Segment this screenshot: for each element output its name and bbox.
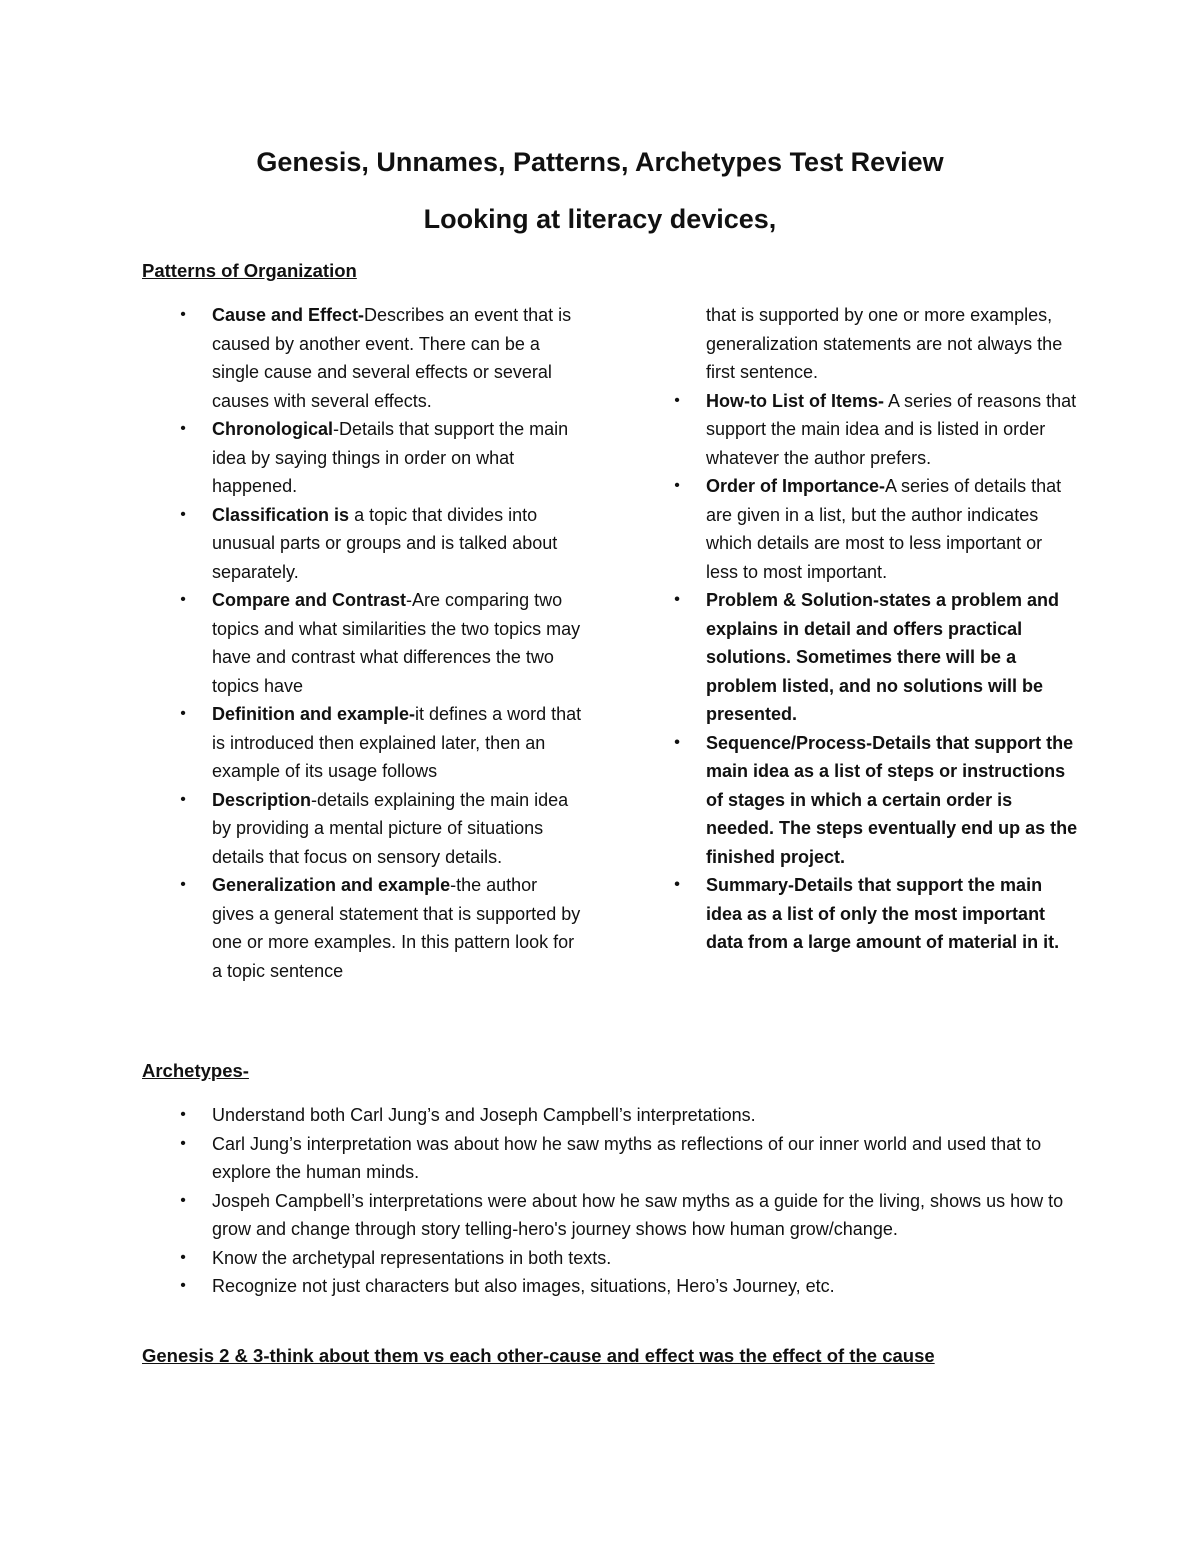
bullet-icon: • [180, 1248, 186, 1266]
bullet-icon: • [674, 733, 680, 751]
bullet-icon: • [674, 477, 680, 494]
bullet-icon: • [180, 591, 186, 608]
continuation-text [706, 301, 1078, 387]
bullet-icon: • [180, 876, 186, 893]
list-item-cause-effect [180, 301, 584, 415]
list-item-compare-contrast [180, 586, 584, 700]
bullet-icon: • [180, 705, 186, 722]
archetype-text: Carl Jung’s interpretation was about how he saw myths as reflections of our inner world and used that to explore the human minds. [212, 1133, 1042, 1182]
bullet-icon: • [180, 306, 186, 323]
list-item [180, 1101, 1072, 1130]
patterns-heading: Patterns of Organization [142, 260, 357, 281]
list-item [180, 1244, 1072, 1273]
list-item-order-of-importance [674, 472, 1078, 586]
list-item-chronological [180, 415, 584, 501]
bullet-icon: • [674, 391, 680, 409]
list-item-how-to-list [674, 387, 1078, 473]
archetypes-heading: Archetypes- [142, 1060, 249, 1081]
list-item-classification [180, 501, 584, 587]
list-item [180, 1187, 1072, 1244]
bullet-icon: • [674, 876, 680, 893]
genesis-heading: Genesis 2 & 3-think about them vs each other-cause and effect was the effect of the cause [142, 1345, 935, 1366]
pattern-term: How-to List of Items- [706, 390, 884, 411]
list-item-summary [674, 871, 1078, 957]
list-item-generalization-example [180, 871, 584, 985]
pattern-text: Describes an event that is caused by another event. There can be a single cause and several effects or several causes with several effects. [212, 305, 572, 411]
pattern-term: Problem & Solution-states a problem and explains in detail and offers practical solutions. Sometimes there will be a problem listed, and no solutions will be presented. [706, 590, 1060, 724]
bullet-icon: • [180, 420, 186, 437]
document-subtitle: Looking at literacy devices, [423, 204, 777, 234]
pattern-term: Chronological [212, 419, 333, 439]
pattern-text: -Are comparing two topics and what similarities the two topics may have and contrast what differences the two topics have [212, 590, 581, 696]
bullet-icon: • [180, 505, 186, 523]
pattern-text: A series of details that are given in a list, but the author indicates which details are most to less important or less to most important. [706, 476, 1062, 582]
pattern-term: Compare and Contrast [212, 590, 407, 610]
pattern-term: Summary-Details that support the main idea as a list of only the most important data from a large amount of material in it. [706, 875, 1060, 952]
pattern-term: Description [212, 789, 312, 810]
patterns-left-column [180, 301, 584, 985]
patterns-right-column [674, 301, 1078, 957]
bullet-icon: • [674, 591, 680, 608]
bullet-icon: • [180, 1134, 186, 1152]
list-item [180, 1130, 1072, 1187]
bullet-icon: • [180, 790, 186, 808]
document-title: Genesis, Unnames, Patterns, Archetypes Test Review [256, 147, 944, 177]
pattern-text: -Details that support the main idea by saying things in order on what happened. [212, 419, 569, 496]
bullet-icon: • [180, 1191, 186, 1209]
pattern-term: Classification is [212, 504, 350, 525]
pattern-text: -details explaining the main idea by providing a mental picture of situations details that focus on sensory details. [212, 789, 569, 867]
bullet-icon: • [180, 1277, 186, 1294]
list-item-problem-solution [674, 586, 1078, 729]
pattern-text: that is supported by one or more examples, generalization statements are not always the first sentence. [706, 305, 1063, 382]
list-item-definition-example [180, 700, 584, 786]
list-item-description [180, 786, 584, 872]
list-item-sequence-process [674, 729, 1078, 872]
pattern-term: Definition and example- [212, 704, 416, 724]
bullet-icon: • [180, 1106, 186, 1123]
list-item [180, 1272, 1072, 1301]
archetype-text: Know the archetypal representations in both texts. [212, 1247, 612, 1268]
archetype-text: Jospeh Campbell’s interpretations were about how he saw myths as a guide for the living, shows us how to grow and change through story telling-hero's journey shows how human grow/change. [212, 1190, 1064, 1239]
archetypes-list [180, 1101, 1072, 1301]
pattern-text: A series of reasons that support the main idea and is listed in order whatever the author prefers. [706, 390, 1077, 468]
pattern-text: it defines a word that is introduced then explained later, then an example of its usage follows [212, 704, 582, 781]
pattern-term: Generalization and example [212, 875, 451, 895]
pattern-term: Cause and Effect- [212, 305, 365, 325]
pattern-text: a topic that divides into unusual parts or groups and is talked about separately. [212, 504, 558, 582]
pattern-text: -the author gives a general statement that is supported by one or more examples. In this pattern look for a topic sentence [212, 875, 581, 981]
pattern-term: Sequence/Process-Details that support the main idea as a list of steps or instructions of stages in which a certain order is needed. The steps eventually end up as the finished project. [706, 732, 1078, 867]
archetype-text: Understand both Carl Jung’s and Joseph Campbell’s interpretations. [212, 1105, 756, 1125]
pattern-term: Order of Importance- [706, 476, 886, 496]
archetype-text: Recognize not just characters but also images, situations, Hero’s Journey, etc. [212, 1276, 835, 1296]
